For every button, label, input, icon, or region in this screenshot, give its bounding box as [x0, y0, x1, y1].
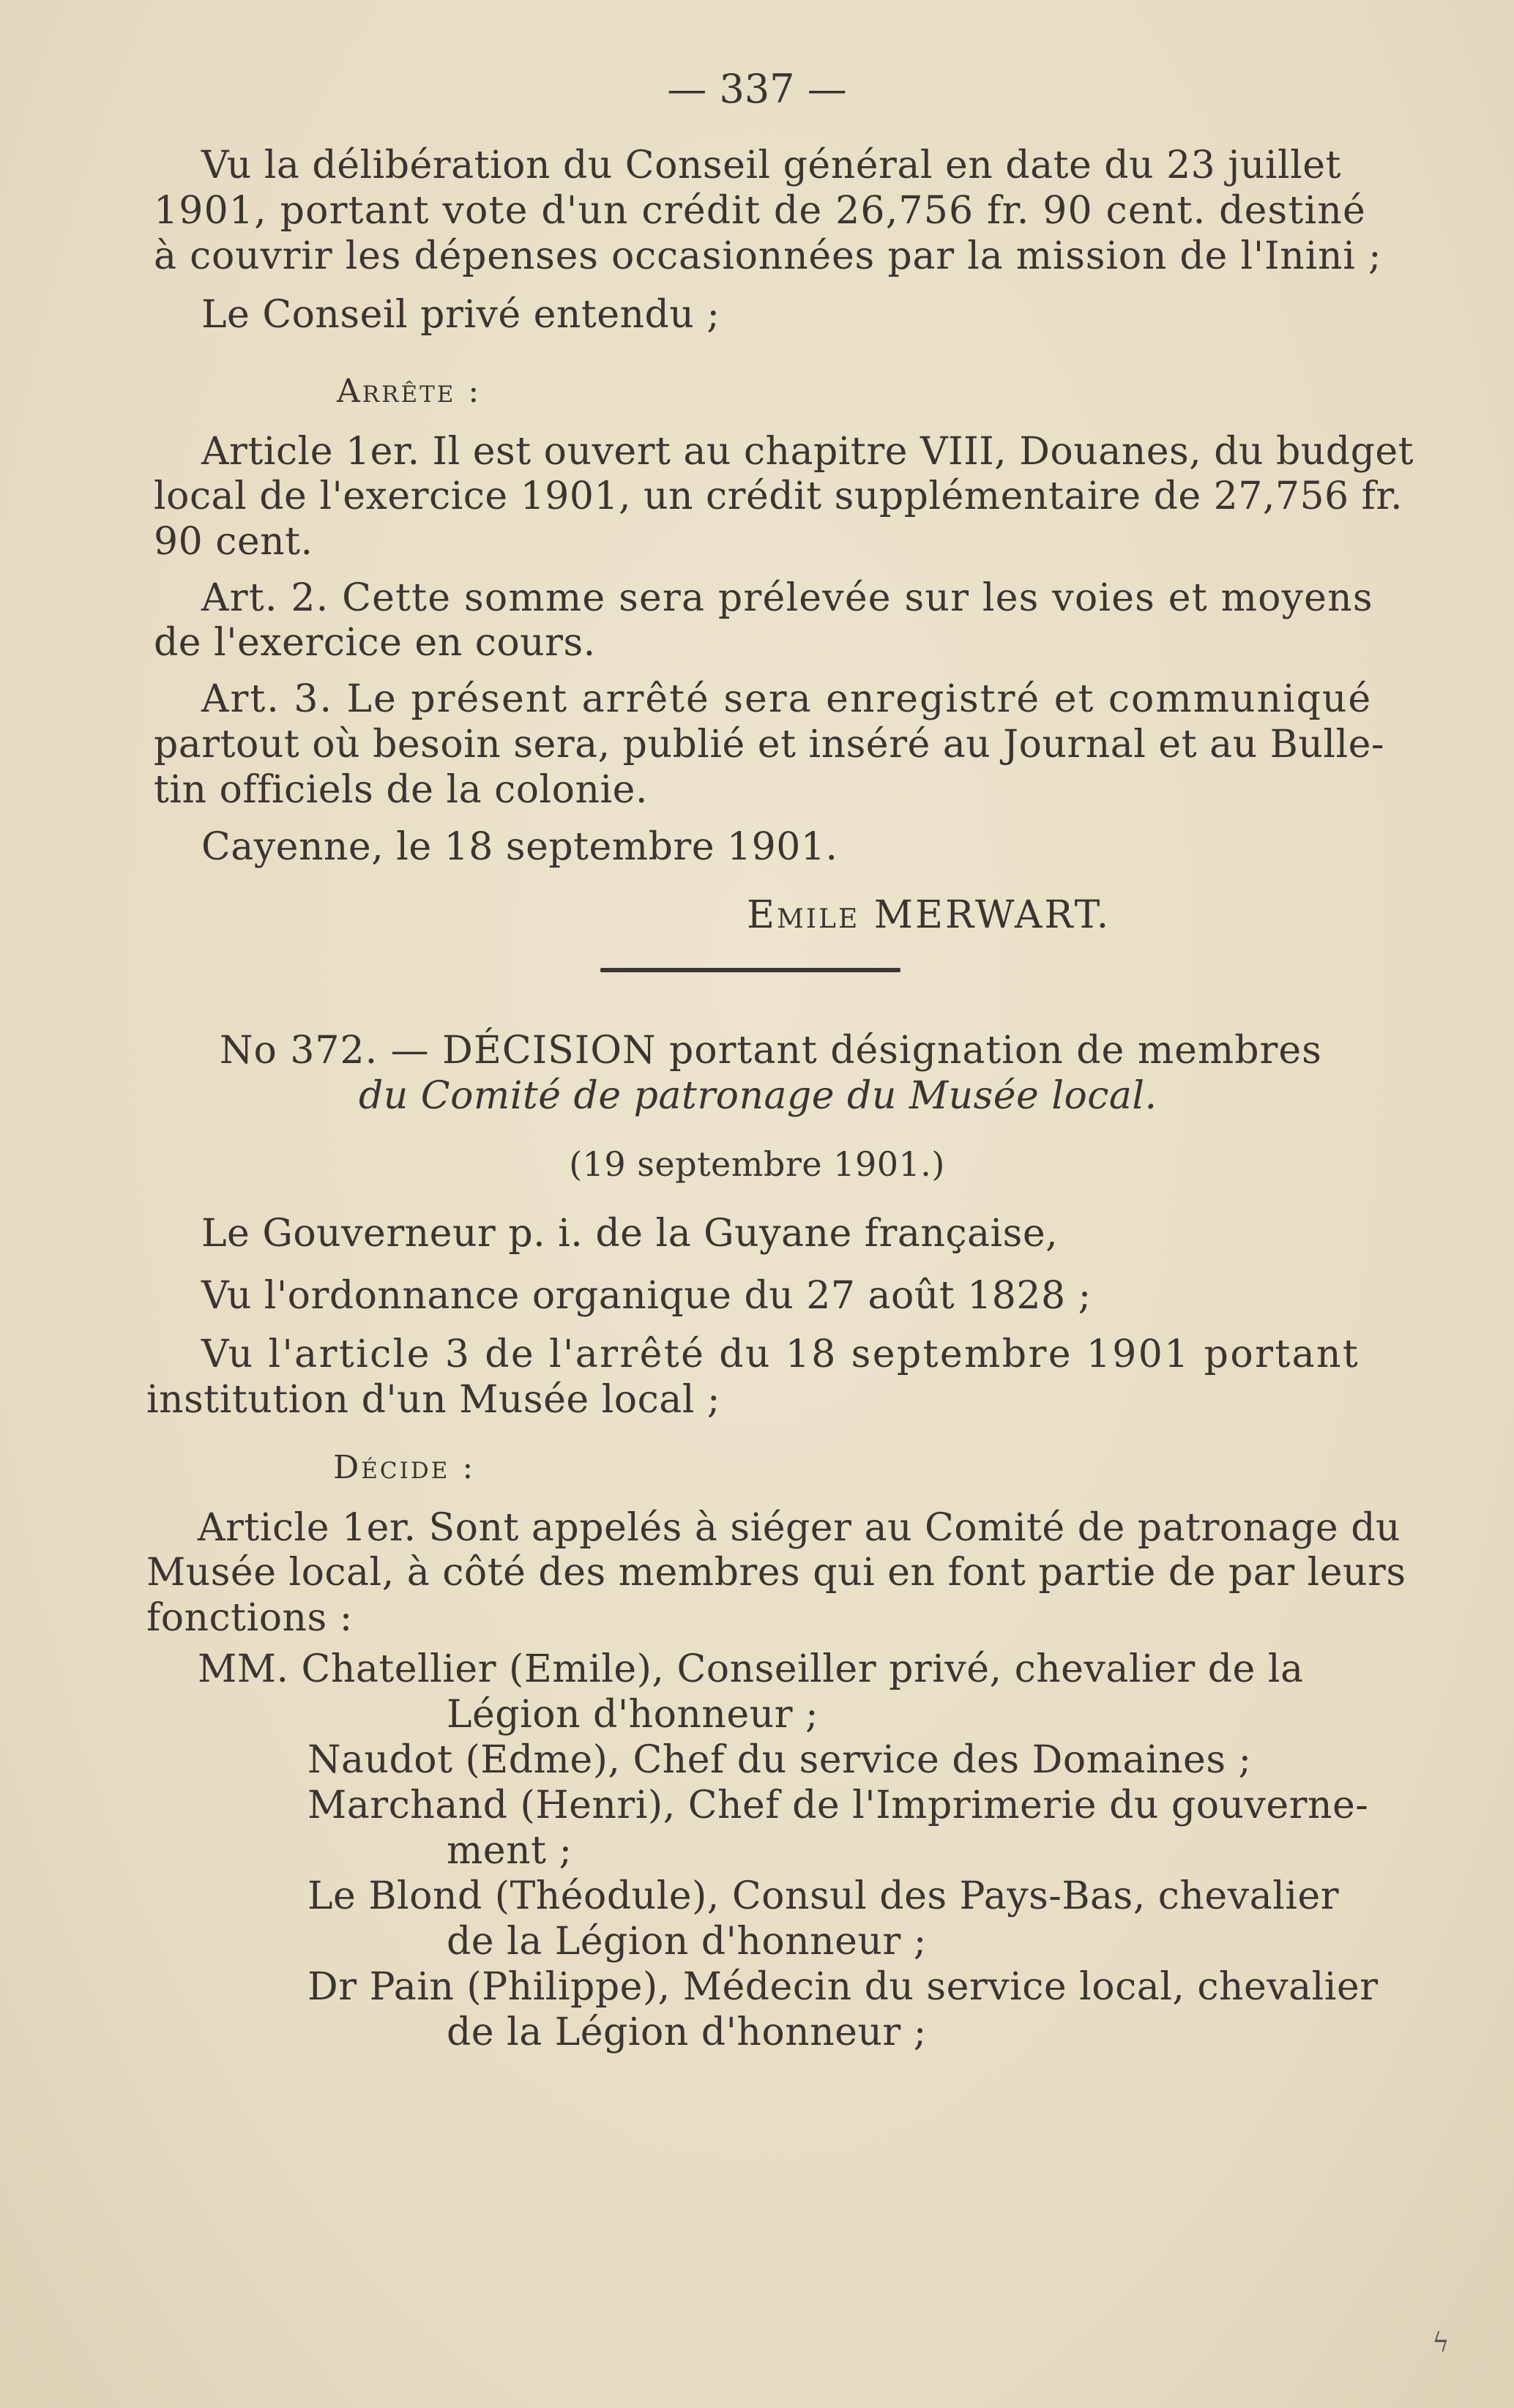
member-entry: Dr Pain (Philippe), Médecin du service local, chevalier	[307, 1965, 1379, 2009]
signatory-name: Emile MERWART.	[747, 893, 1111, 937]
section-divider	[600, 968, 900, 972]
text-line: Article 1er. Sont appelés à siéger au Comité de patronage du	[198, 1506, 1401, 1550]
decision-date: (19 septembre 1901.)	[569, 1144, 945, 1184]
text-line: Le Gouverneur p. i. de la Guyane française,	[201, 1212, 1059, 1256]
text-line: local de l'exercice 1901, un crédit supplémentaire de 27,756 fr.	[154, 474, 1403, 518]
text-line: Musée local, à côté des membres qui en font partie de par leurs	[146, 1551, 1406, 1595]
text-line: institution d'un Musée local ;	[146, 1378, 720, 1422]
text-line: Vu l'ordonnance organique du 27 août 1828 ;	[201, 1274, 1092, 1318]
member-entry-continued: de la Légion d'honneur ;	[447, 1920, 927, 1964]
text-line: 90 cent.	[154, 520, 313, 564]
text-line: Art. 3. Le présent arrêté sera enregistré et communiqué	[201, 677, 1373, 721]
text-line: Vu l'article 3 de l'arrêté du 18 septembre 1901 portant	[201, 1332, 1360, 1376]
section-heading-arrete: Arrête :	[337, 373, 482, 410]
text-line: Art. 2. Cette somme sera prélevée sur les voies et moyens	[201, 576, 1373, 620]
decision-title: No 372. — DÉCISION portant désignation de membres	[220, 1029, 1322, 1073]
member-entry: Le Blond (Théodule), Consul des Pays-Bas, chevalier	[307, 1874, 1339, 1918]
member-entry: Marchand (Henri), Chef de l'Imprimerie du gouverne-	[307, 1783, 1369, 1827]
text-line: à couvrir les dépenses occasionnées par la mission de l'Inini ;	[154, 234, 1382, 278]
signature-place-date: Cayenne, le 18 septembre 1901.	[201, 825, 838, 869]
text-line: tin officiels de la colonie.	[154, 768, 648, 812]
page-number: — 337 —	[667, 66, 847, 112]
member-entry-continued: de la Légion d'honneur ;	[447, 2010, 927, 2054]
text-line: Le Conseil privé entendu ;	[201, 293, 720, 337]
decision-title-continued: du Comité de patronage du Musée local.	[359, 1074, 1157, 1118]
member-entry-continued: Légion d'honneur ;	[447, 1693, 819, 1737]
corner-mark: ϟ	[1432, 2328, 1450, 2358]
member-entry: Naudot (Edme), Chef du service des Domaines ;	[307, 1738, 1252, 1782]
text-line: 1901, portant vote d'un crédit de 26,756 fr. 90 cent. destiné	[154, 189, 1367, 233]
text-line: de l'exercice en cours.	[154, 621, 596, 665]
text-line: Vu la délibération du Conseil général en date du 23 juillet	[201, 143, 1341, 187]
text-line: partout où besoin sera, publié et inséré au Journal et au Bulle-	[154, 723, 1384, 767]
member-entry: MM. Chatellier (Emile), Conseiller privé, chevalier de la	[198, 1647, 1304, 1691]
member-entry-continued: ment ;	[447, 1829, 573, 1873]
text-line: Article 1er. Il est ouvert au chapitre VIII, Douanes, du budget	[201, 430, 1414, 474]
section-heading-decide: Décide :	[333, 1449, 476, 1486]
text-line: fonctions :	[146, 1596, 353, 1640]
